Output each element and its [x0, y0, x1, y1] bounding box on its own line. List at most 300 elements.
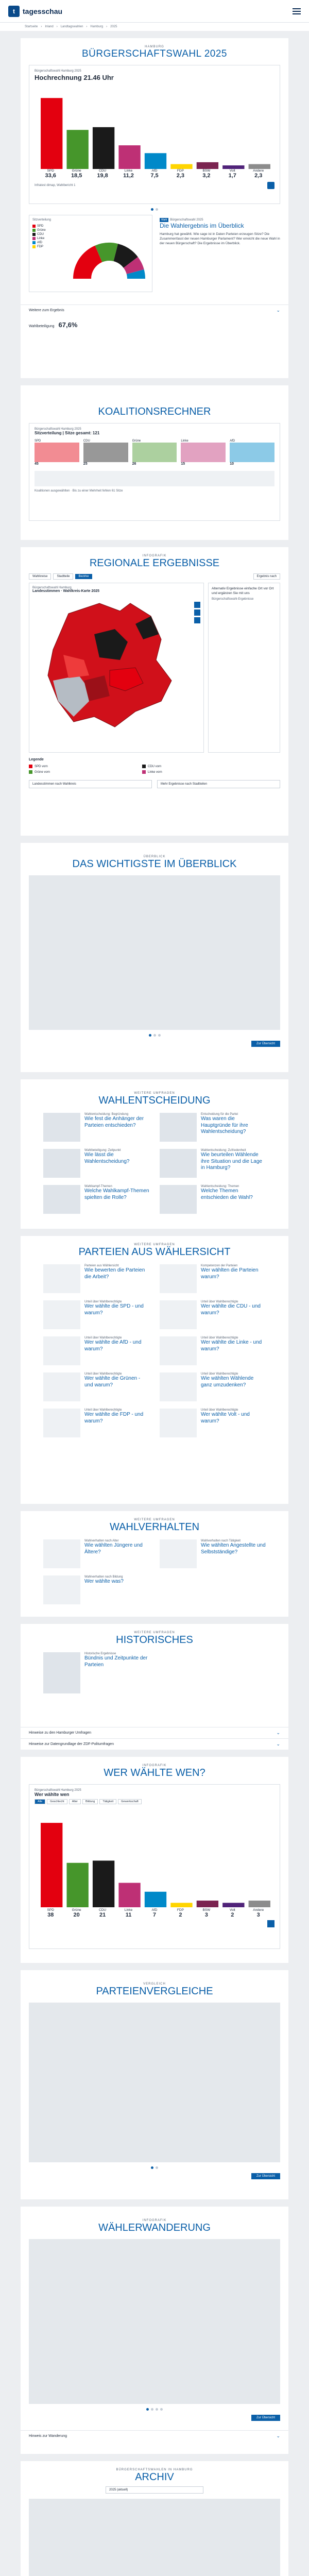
bar-value: 11,2 — [123, 173, 134, 179]
teaser-text — [84, 1300, 149, 1329]
teaser-thumbnail — [43, 1300, 80, 1329]
teaser-card[interactable] — [43, 1300, 149, 1329]
carousel-dot[interactable] — [151, 2166, 153, 2169]
bar-category: FDP — [177, 169, 184, 173]
teaser-card[interactable] — [160, 1539, 266, 1568]
compare-kicker: VERGLEICH — [143, 1982, 166, 1986]
who-voted-bar-labels — [35, 1908, 274, 1918]
result-bar-chart — [35, 81, 277, 169]
teaser-kicker: Wahlentscheidung: Themen — [201, 1185, 239, 1188]
filter-tab[interactable]: Geschlecht — [47, 1799, 67, 1804]
coalition-party-seats: 26 — [132, 462, 136, 466]
decision-grid — [21, 1113, 288, 1214]
compare-button[interactable]: Zur Übersicht — [251, 2173, 280, 2179]
zoom-out-icon[interactable] — [194, 609, 200, 616]
who-voted-box-title: Wer wählte wen — [35, 1792, 70, 1797]
teaser-thumbnail — [160, 1300, 197, 1329]
map-side-subtext: Bürgerschaftswahl-Ergebnisse — [212, 598, 254, 601]
teaser-text — [84, 1264, 149, 1293]
bar-value: 7 — [152, 1912, 157, 1918]
bar-bsw — [197, 1901, 218, 1907]
coalition-kicker: Bürgerschaftswahl Hamburg 2025 — [35, 428, 81, 431]
hint-link-label: Hinweise zu den Hamburger Umfragen — [29, 1731, 91, 1735]
bar-bsw — [197, 162, 218, 169]
teaser-title: Welche Themen entschieden die Wahl? — [201, 1188, 253, 1200]
teaser-text — [201, 1372, 266, 1401]
filter-tab[interactable]: Gewerkschaft — [118, 1799, 142, 1804]
who-voted-filters — [35, 1799, 274, 1804]
teaser-title: Welche Wahlkampf-Themen spielten die Rolle? — [84, 1188, 149, 1200]
bar-value: 3 — [204, 1912, 208, 1918]
legend-label: CDU vorn — [148, 765, 162, 768]
bar-label — [90, 1908, 115, 1918]
teaser-card[interactable] — [160, 1149, 266, 1178]
bar-label — [194, 169, 219, 179]
teaser-card[interactable] — [43, 1185, 149, 1214]
coalition-party-row — [35, 439, 274, 466]
teaser-kicker: Entscheidung für die Partei — [201, 1113, 238, 1116]
share-icon[interactable] — [267, 1920, 274, 1927]
legend-swatch — [32, 225, 36, 228]
carousel-dot[interactable] — [156, 2408, 158, 2411]
map-kicker: Bürgerschaftswahl Hamburg — [32, 586, 72, 589]
coalition-party[interactable] — [132, 439, 177, 466]
teaser-thumbnail — [160, 1409, 197, 1437]
history-teaser[interactable] — [43, 1652, 149, 1693]
seats-legend-item — [32, 233, 149, 236]
bar-grüne — [66, 1863, 88, 1907]
bar-category: AfD — [151, 169, 158, 173]
archive-content — [29, 2499, 280, 2576]
turnout — [29, 316, 280, 334]
teaser-text — [201, 1149, 266, 1178]
party-view-grid — [21, 1264, 288, 1437]
teaser-text — [84, 1372, 149, 1401]
zoom-in-icon[interactable] — [194, 602, 200, 608]
bar-volt — [222, 165, 244, 169]
legend-label: SPD — [37, 225, 44, 228]
carousel-dot[interactable] — [158, 1034, 161, 1037]
teaser-title: Wer wählte die SPD - und warum? — [84, 1303, 144, 1316]
legend-label: FDP — [37, 245, 43, 248]
teaser-text — [201, 1300, 266, 1329]
hamburger-menu-icon[interactable] — [293, 8, 301, 14]
teaser-title: Wer wählte die CDU - und warum? — [201, 1303, 261, 1316]
logo-text[interactable]: tagesschau — [23, 7, 63, 15]
teaser-thumbnail — [43, 1409, 80, 1437]
teaser-thumbnail — [160, 1185, 197, 1214]
bar-value: 2 — [231, 1912, 234, 1918]
legend-swatch — [32, 245, 36, 248]
bar-label — [115, 169, 141, 179]
teaser-card[interactable] — [160, 1336, 266, 1365]
who-voted-section — [21, 1757, 288, 1963]
bar-value: 2 — [179, 1912, 182, 1918]
search-left[interactable]: Landesstimmen nach Wahlkreis — [29, 780, 152, 788]
bar-value: 20 — [73, 1912, 80, 1918]
breadcrumb-item[interactable]: 2025 — [110, 25, 117, 28]
teaser-title: Wer wählte was? — [84, 1579, 124, 1584]
bar-category: CDU — [99, 1908, 107, 1912]
bar-linke — [118, 1883, 140, 1907]
chevron-down-icon: ⌄ — [276, 308, 280, 313]
teaser-text — [201, 1264, 266, 1293]
history-kicker: WEITERE UMFRAGEN — [134, 1631, 175, 1634]
bar-value: 33,6 — [45, 173, 56, 179]
legend-swatch — [32, 229, 36, 232]
teaser-card[interactable] — [160, 1409, 266, 1437]
bar-label — [194, 1908, 219, 1918]
teaser-title: Wer wählte die Linke - und warum? — [201, 1340, 262, 1352]
bar-label — [219, 169, 245, 179]
archive-title: ARCHIV — [135, 2471, 174, 2483]
carousel-dot[interactable] — [151, 208, 153, 211]
bar-linke — [118, 145, 140, 169]
decision-kicker: WEITERE UMFRAGEN — [134, 1092, 175, 1095]
map-side-text: Alternativ Ergebnisse einfache Ort vor Ort und ergänzen Sie mit uns — [212, 587, 274, 596]
carousel-dot[interactable] — [149, 1034, 151, 1037]
carousel-dot[interactable] — [160, 2408, 163, 2411]
coalition-party-seats: 15 — [181, 462, 185, 466]
teaser-thumbnail — [43, 1336, 80, 1365]
map-title: Landesstimmen · Wahlkreis-Karte 2025 — [32, 589, 100, 593]
detail-title: Die Wahlergebnis im Überblick — [160, 222, 244, 229]
teaser-card[interactable] — [160, 1372, 266, 1401]
chart-title: Hochrechnung 21.46 Uhr — [35, 74, 114, 81]
teaser-thumbnail — [160, 1113, 197, 1142]
teaser-kicker: Wahlverhalten nach Alter — [84, 1539, 119, 1543]
party-view-title: PARTEIEN AUS WÄHLERSICHT — [78, 1246, 231, 1258]
map-legend-item — [142, 770, 235, 774]
bar-label — [246, 169, 271, 179]
teaser-text — [201, 1539, 266, 1568]
bar-value: 2,3 — [254, 173, 263, 179]
bar-grüne — [66, 130, 88, 169]
teaser-card[interactable] — [43, 1113, 149, 1142]
more-results-label: Weitere zum Ergebnis — [29, 309, 64, 312]
seats-title: Sitzverteilung — [32, 218, 52, 222]
teaser-kicker: Wahlverhalten nach Bildung — [84, 1575, 123, 1579]
overview-carousel[interactable] — [29, 875, 280, 1030]
bar-category: Volt — [229, 169, 235, 173]
chevron-down-icon: ⌄ — [276, 1730, 280, 1735]
teaser-card[interactable] — [43, 1409, 149, 1437]
bar-label — [63, 169, 89, 179]
migration-carousel[interactable] — [29, 2239, 280, 2404]
breadcrumb: Startseite › Inland › Landtagswahlen › Hamburg › 2025 — [0, 23, 309, 31]
breadcrumb-item[interactable]: Landtagswahlen — [60, 25, 83, 28]
compare-title: PARTEIENVERGLEICHE — [96, 1986, 213, 1997]
map-legend-item — [29, 770, 122, 774]
compare-carousel[interactable] — [29, 2003, 280, 2162]
teaser-kicker: Urteil über Wahlberechtigte — [84, 1372, 122, 1376]
teaser-kicker: Wahlentscheidung: Begründung — [84, 1113, 129, 1116]
bar-category: SPD — [47, 1908, 54, 1912]
bar-fdp — [170, 164, 192, 169]
result-chart-box — [29, 65, 280, 204]
teaser-thumbnail — [160, 1539, 197, 1568]
tab-stadtteile[interactable]: Stadtteile — [53, 573, 73, 580]
teaser-kicker: Kompetenzen der Parteien — [201, 1264, 238, 1267]
bar-value: 7,5 — [150, 173, 159, 179]
coalition-party-bar — [230, 443, 274, 462]
bar-value: 18,5 — [71, 173, 82, 179]
teaser-kicker: Urteil über Wahlberechtigte — [84, 1409, 122, 1412]
teaser-thumbnail — [43, 1372, 80, 1401]
bar-volt — [222, 1903, 244, 1907]
bar-value: 21 — [99, 1912, 106, 1918]
coalition-party-seats: 45 — [35, 462, 39, 466]
party-view-kicker: WEITERE UMFRAGEN — [134, 1243, 175, 1246]
teaser-title: Wer wählten die Parteien warum? — [201, 1267, 259, 1280]
teaser-card[interactable] — [160, 1264, 266, 1293]
overview-section — [21, 843, 288, 1072]
legend-label: Grüne vorn — [35, 770, 50, 774]
coalition-party-bar — [132, 443, 177, 462]
bar-label — [246, 1908, 271, 1918]
bar-label — [219, 1908, 245, 1918]
map-legend-item — [29, 765, 122, 768]
bar-label — [38, 169, 63, 179]
bar-category: FDP — [177, 1908, 184, 1912]
turnout-label: Wahlbeteiligung — [29, 325, 55, 328]
migration-kicker: INFOGRAFIK — [142, 2219, 167, 2222]
decision-title: WAHLENTSCHEIDUNG — [98, 1095, 211, 1106]
bar-category: CDU — [99, 169, 107, 173]
teaser-text — [201, 1185, 266, 1214]
teaser-thumbnail — [160, 1336, 197, 1365]
behaviour-title: WAHLVERHALTEN — [109, 1521, 200, 1533]
teaser-thumbnail — [43, 1149, 80, 1178]
teaser-card[interactable] — [43, 1539, 149, 1568]
bar-cdu — [93, 1860, 114, 1907]
overview-button[interactable]: Zur Übersicht — [251, 1041, 280, 1047]
legend-swatch — [29, 765, 32, 768]
teaser-title: Wie lässt die Wahlentscheidung? — [84, 1152, 130, 1164]
page-title: BÜRGERSCHAFTSWAHL 2025 — [82, 48, 227, 59]
hint-link-label: Hinweise zur Datengrundlage der ZDF-Politumfragen — [29, 1742, 114, 1746]
teaser-card[interactable] — [43, 1149, 149, 1178]
legend-label: CDU — [37, 233, 44, 236]
detail-teaser[interactable] — [160, 215, 280, 292]
teaser-kicker: Wahlbeteiligung: Zeitpunkt — [84, 1149, 121, 1152]
top-bar — [0, 0, 309, 23]
teaser-thumbnail — [160, 1149, 197, 1178]
coalition-party-bar — [181, 443, 226, 462]
regional-kicker: INFOGRAFIK — [142, 554, 167, 557]
legend-swatch — [32, 237, 36, 240]
coalition-party[interactable] — [230, 439, 274, 466]
teaser-kicker: Urteil über Wahlberechtigte — [201, 1336, 238, 1340]
bar-category: Linke — [124, 169, 133, 173]
teaser-kicker: Urteil über Wahlberechtigte — [84, 1336, 122, 1340]
filter-tab[interactable]: Alle — [35, 1799, 45, 1804]
carousel-dot[interactable] — [151, 2408, 153, 2411]
carousel-dot[interactable] — [156, 2166, 158, 2169]
teaser-card[interactable] — [160, 1300, 266, 1329]
teaser-thumbnail — [43, 1264, 80, 1293]
teaser-thumbnail — [43, 1185, 80, 1214]
search-right[interactable]: Mehr Ergebnisse nach Stadtteilen — [157, 780, 280, 788]
coalition-party-name: SPD — [35, 439, 41, 443]
bar-category: Grüne — [72, 1908, 81, 1912]
coalition-party-seats: 25 — [83, 462, 88, 466]
legend-title: Legende — [29, 758, 44, 761]
bar-andere — [249, 164, 270, 169]
legend-swatch — [142, 765, 146, 768]
breadcrumb-item[interactable]: Inland — [45, 25, 54, 28]
teaser-thumbnail — [160, 1372, 197, 1401]
breadcrumb-item[interactable]: Startseite — [25, 25, 38, 28]
teaser-card[interactable] — [43, 1336, 149, 1365]
coalition-box-title: Sitzverteilung | Sitze gesamt: 121 — [35, 431, 100, 435]
coalition-title: KOALITIONSRECHNER — [98, 406, 211, 417]
bar-afd — [145, 153, 166, 169]
teaser-kicker: Urteil über Wahlberechtigte — [84, 1300, 122, 1303]
logo-icon[interactable] — [8, 6, 20, 17]
teaser-title: Wie beurteilen Wählende ihre Situation und die Lage in Hamburg? — [201, 1152, 262, 1171]
legend-swatch — [29, 770, 32, 774]
filter-tab[interactable]: Alter — [69, 1799, 81, 1804]
bar-value: 3,2 — [202, 173, 211, 179]
result-dropdown[interactable]: Ergebnis nach — [253, 573, 280, 580]
who-voted-box — [29, 1784, 280, 1949]
teaser-title: Was waren die Hauptgründe für ihre Wahlentscheidung? — [201, 1116, 248, 1134]
teaser-kicker: Wahlentscheidung: Zufriedenheit — [201, 1149, 246, 1152]
bar-label — [63, 1908, 89, 1918]
migration-button[interactable]: Zur Übersicht — [251, 2415, 280, 2421]
migration-dots — [29, 2408, 280, 2411]
bar-afd — [145, 1892, 166, 1907]
seats-half-donut — [71, 240, 148, 281]
teaser-kicker: Parteien aus Wählersicht — [84, 1264, 119, 1267]
archive-select[interactable]: 2025 (aktuell) — [106, 2486, 203, 2494]
hamburg-map[interactable] — [32, 593, 197, 742]
hint-link[interactable] — [21, 1727, 288, 1738]
legend-label: SPD vorn — [35, 765, 48, 768]
teaser-title: Wie wählten Angestellte und Selbstständige? — [201, 1543, 266, 1555]
bar-value: 2,3 — [176, 173, 185, 179]
who-voted-box-kicker: Bürgerschaftswahl Hamburg 2025 — [35, 1789, 81, 1792]
overview-dots — [29, 1034, 280, 1037]
coalition-party-name: Grüne — [132, 439, 141, 443]
teaser-kicker: Wahlkampf-Themen — [84, 1185, 112, 1188]
teaser-title: Wie wählten Jüngere und Ältere? — [84, 1543, 143, 1555]
fullscreen-icon[interactable] — [194, 617, 200, 623]
history-item-kicker: Historische Ergebnisse — [84, 1652, 116, 1655]
overview-kicker: ÜBERBLICK — [143, 855, 166, 858]
coalition-section — [21, 385, 288, 540]
teaser-text — [84, 1113, 149, 1142]
carousel-dots — [29, 208, 280, 211]
seats-box — [29, 215, 152, 292]
election-main-section — [21, 38, 288, 378]
teaser-card[interactable] — [43, 1372, 149, 1401]
chevron-down-icon: ⌄ — [276, 1741, 280, 1747]
history-title: HISTORISCHES — [116, 1634, 193, 1646]
voter-migration-section — [21, 2207, 288, 2454]
bar-spd — [41, 1823, 62, 1907]
map-legend-item — [142, 765, 235, 768]
teaser-thumbnail — [43, 1539, 80, 1568]
filter-tab[interactable]: Tätigkeit — [99, 1799, 116, 1804]
carousel-dot[interactable] — [146, 2408, 149, 2411]
party-compare-section — [21, 1970, 288, 2199]
seats-legend-item — [32, 229, 149, 232]
bar-label — [115, 1908, 141, 1918]
coalition-party-seats: 10 — [230, 462, 234, 466]
teaser-text — [201, 1409, 266, 1437]
migration-hint-link[interactable] — [21, 2430, 288, 2442]
teaser-title: Wer wählte die Grünen - und warum? — [84, 1376, 141, 1388]
bar-andere — [249, 1901, 270, 1907]
breadcrumb-item[interactable]: Hamburg — [90, 25, 104, 28]
teaser-thumbnail — [160, 1264, 197, 1293]
bar-label — [167, 1908, 193, 1918]
coalition-party-name: Linke — [181, 439, 188, 443]
coalition-party-name: AfD — [230, 439, 235, 443]
teaser-card[interactable] — [160, 1113, 266, 1142]
map-box — [29, 583, 204, 753]
teaser-text — [84, 1409, 149, 1437]
logo-letter: t — [13, 7, 15, 15]
seats-legend-item — [32, 225, 149, 228]
bar-fdp — [170, 1903, 192, 1907]
bar-category: Andere — [253, 1908, 264, 1912]
teaser-card[interactable] — [160, 1185, 266, 1214]
teaser-title: Wer wählte die AfD - und warum? — [84, 1340, 142, 1352]
teaser-card[interactable] — [43, 1575, 149, 1604]
coalition-party[interactable] — [35, 439, 79, 466]
regional-section — [21, 547, 288, 836]
share-icon[interactable] — [267, 182, 274, 189]
behaviour-grid — [21, 1539, 288, 1604]
teaser-title: Wer wählte Volt - und warum? — [201, 1412, 250, 1424]
map-legend — [29, 765, 235, 774]
carousel-dot[interactable] — [156, 208, 158, 211]
more-results-link[interactable] — [21, 304, 288, 316]
teaser-kicker: Urteil über Wahlberechtigte — [201, 1409, 238, 1412]
section-kicker: HAMBURG — [145, 45, 164, 48]
bar-category: Grüne — [72, 169, 81, 173]
behaviour-kicker: WEITERE UMFRAGEN — [134, 1518, 175, 1521]
teaser-title: Wie bewerten die Parteien die Arbeit? — [84, 1267, 145, 1280]
filter-tab[interactable]: Bildung — [82, 1799, 98, 1804]
bar-label — [142, 1908, 167, 1918]
voting-behaviour-section — [21, 1511, 288, 1617]
bar-category: BSW — [202, 1908, 211, 1912]
carousel-dot[interactable] — [153, 1034, 156, 1037]
teaser-card[interactable] — [43, 1264, 149, 1293]
tab-bezirke[interactable]: Bezirke — [75, 574, 92, 579]
teaser-title: Wer wählte die FDP - und warum? — [84, 1412, 144, 1424]
teaser-kicker: Urteil über Wahlberechtigte — [201, 1300, 238, 1303]
decision-section — [21, 1079, 288, 1229]
bar-value: 19,8 — [97, 173, 108, 179]
coalition-bar — [35, 471, 274, 486]
coalition-party[interactable] — [181, 439, 226, 466]
coalition-party[interactable] — [83, 439, 128, 466]
turnout-value: 67,6% — [58, 321, 78, 329]
legend-swatch — [32, 241, 36, 244]
who-voted-bar-chart — [35, 1804, 277, 1907]
hint-link[interactable] — [21, 1738, 288, 1750]
regional-title: REGIONALE ERGEBNISSE — [89, 557, 220, 569]
legend-swatch — [142, 770, 146, 774]
bar-value: 38 — [47, 1912, 54, 1918]
legend-label: AfD — [37, 241, 43, 244]
tab-wahlkreise[interactable]: Wahlkreise — [29, 573, 51, 580]
